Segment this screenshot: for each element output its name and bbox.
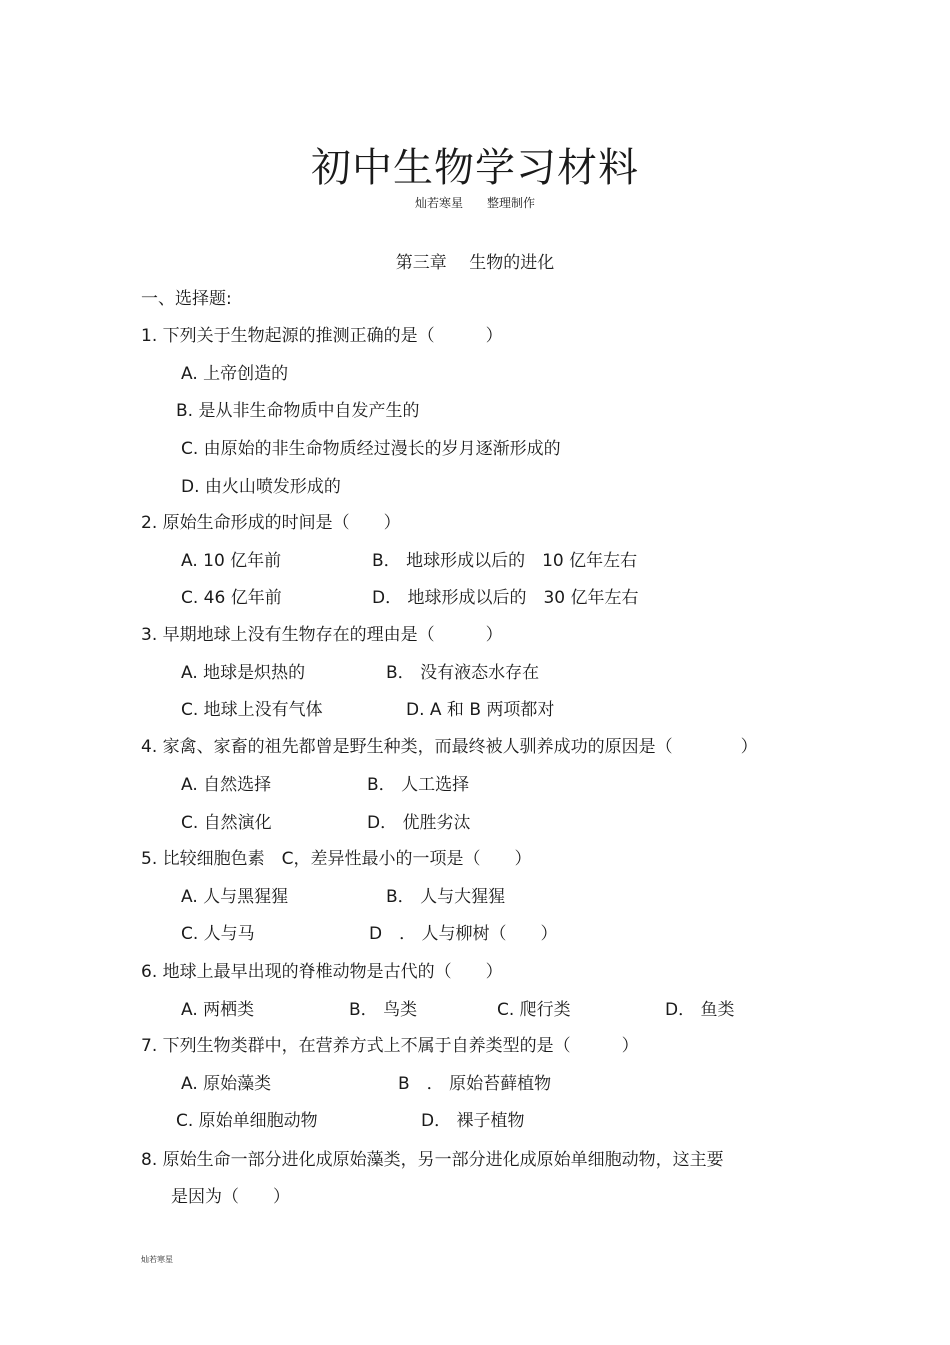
question-6-option-d: D． 鱼类 (665, 1000, 735, 1020)
question-4-option-c: C. 自然演化 (181, 813, 272, 833)
question-2-option-b: B． 地球形成以后的 10 亿年左右 (372, 551, 638, 571)
question-1-option-d: D. 由火山喷发形成的 (181, 477, 341, 497)
page-title: 初中生物学习材料 (311, 145, 639, 191)
question-6-option-c: C. 爬行类 (497, 1000, 571, 1020)
page-footer: 灿若寒星 (141, 1255, 173, 1264)
question-3-option-c: C. 地球上没有气体 (181, 700, 323, 720)
question-4-stem: 4. 家禽、家畜的祖先都曾是野生种类，而最终被人驯养成功的原因是（ ） (141, 737, 758, 757)
question-2-stem: 2. 原始生命形成的时间是（ ） (141, 513, 401, 533)
question-5-stem: 5. 比较细胞色素 C，差异性最小的一项是（ ） (141, 849, 532, 869)
question-3-option-a: A. 地球是炽热的 (181, 663, 306, 683)
question-5-option-c: C. 人与马 (181, 924, 255, 944)
question-3-stem: 3. 早期地球上没有生物存在的理由是（ ） (141, 625, 503, 645)
question-1-option-a: A. 上帝创造的 (181, 364, 289, 384)
question-7-option-a: A. 原始藻类 (181, 1074, 272, 1094)
question-4-option-d: D． 优胜劣汰 (367, 813, 471, 833)
question-7-stem: 7. 下列生物类群中，在营养方式上不属于自养类型的是（ ） (141, 1036, 639, 1056)
question-6-option-b: B． 鸟类 (349, 1000, 418, 1020)
question-3-option-b: B． 没有液态水存在 (386, 663, 540, 683)
question-2-option-a: A. 10 亿年前 (181, 551, 282, 571)
question-2-option-d: D． 地球形成以后的 30 亿年左右 (372, 588, 639, 608)
question-4-option-b: B． 人工选择 (367, 775, 470, 795)
section-heading: 一、选择题: (141, 289, 232, 309)
question-6-option-a: A. 两栖类 (181, 1000, 255, 1020)
question-4-option-a: A. 自然选择 (181, 775, 272, 795)
question-1-option-c: C. 由原始的非生命物质经过漫长的岁月逐渐形成的 (181, 439, 561, 459)
question-5-option-d: D ． 人与柳树（ ） (369, 924, 558, 944)
question-7-option-c: C. 原始单细胞动物 (176, 1111, 318, 1131)
question-3-option-d: D. A 和 B 两项都对 (406, 700, 555, 720)
question-5-option-b: B． 人与大猩猩 (386, 887, 506, 907)
question-2-option-c: C. 46 亿年前 (181, 588, 282, 608)
question-8-stem: 8. 原始生命一部分进化成原始藻类，另一部分进化成原始单细胞动物，这主要 (141, 1150, 724, 1170)
question-1-stem: 1. 下列关于生物起源的推测正确的是（ ） (141, 326, 503, 346)
question-7-option-b: B ． 原始苔藓植物 (398, 1074, 552, 1094)
chapter-heading: 第三章 生物的进化 (395, 253, 555, 273)
question-1-option-b: B. 是从非生命物质中自发产生的 (176, 401, 420, 421)
question-5-option-a: A. 人与黑猩猩 (181, 887, 289, 907)
question-7-option-d: D． 裸子植物 (421, 1111, 525, 1131)
question-6-stem: 6. 地球上最早出现的脊椎动物是古代的（ ） (141, 962, 503, 982)
question-8-stem-continued: 是因为（ ） (171, 1187, 290, 1207)
page-subtitle: 灿若寒星 整理制作 (414, 196, 535, 210)
